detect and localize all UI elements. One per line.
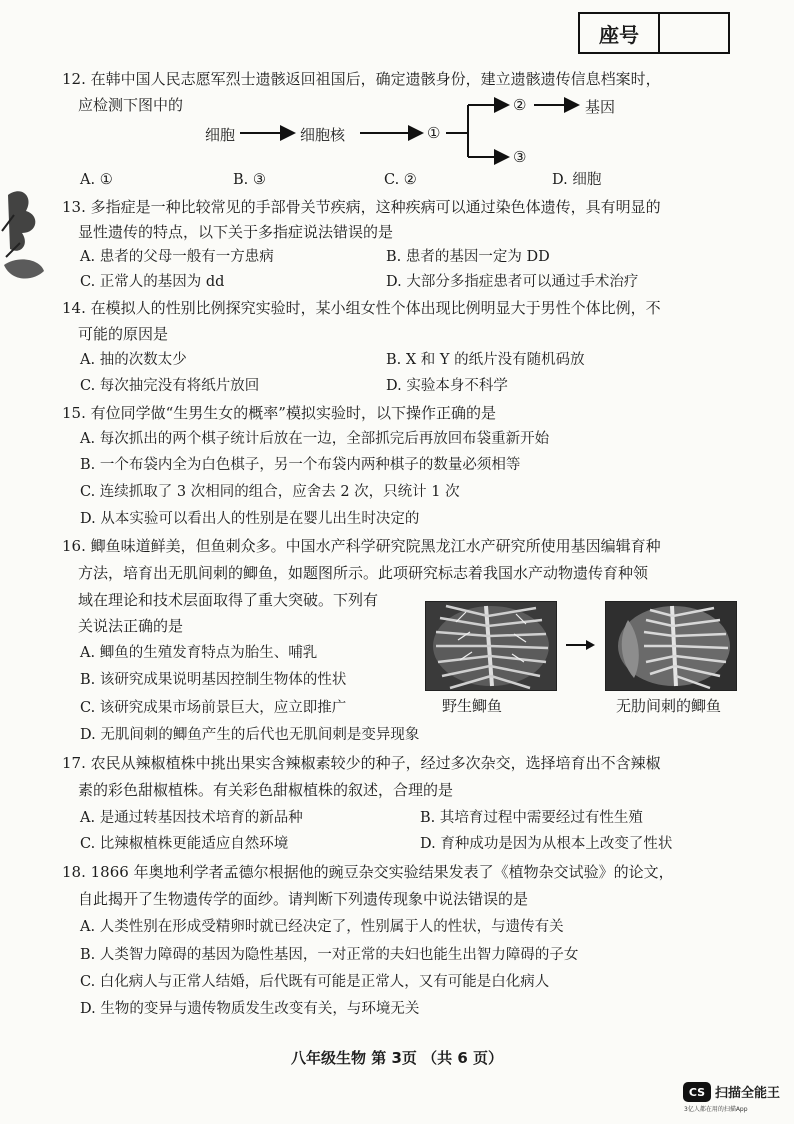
flow-arrows	[0, 0, 794, 180]
intermuscular-boneless-carp-photo	[605, 601, 737, 691]
page-footer: 八年级生物 第 3页 （共 6 页）	[291, 1049, 503, 1067]
margin-doodle	[0, 185, 48, 295]
q12-option-a: A. ①	[80, 172, 113, 188]
scanner-app-name: 扫描全能王	[715, 1086, 781, 1101]
q12-stem-line1: 12. 在韩中国人民志愿军烈士遗骸返回祖国后，确定遗骸身份，建立遗骸遗传信息档案时，	[62, 70, 661, 88]
q18-stem-line1: 18. 1866 年奥地利学者孟德尔根据他的豌豆杂交实验结果发表了《植物杂交试验》的论文，	[62, 863, 674, 881]
photo-transition-arrow	[566, 638, 596, 652]
q13-stem-line2: 显性遗传的特点，以下关于多指症说法错误的是	[78, 223, 394, 241]
q16-option-a: A. 鲫鱼的生殖发育特点为胎生、哺乳	[80, 645, 318, 661]
q15-option-d: D. 从本实验可以看出人的性别是在婴儿出生时决定的	[80, 511, 420, 527]
flow-node-3: ③	[513, 148, 527, 166]
q12-option-c: C. ②	[384, 172, 417, 188]
q17-option-a: A. 是通过转基因技术培育的新品种	[80, 810, 303, 826]
q16-stem-line4: 关说法正确的是	[78, 617, 184, 635]
q15-option-c: C. 连续抓取了 3 次相同的组合，应舍去 2 次，只统计 1 次	[80, 484, 460, 500]
q15-option-a: A. 每次抓出的两个棋子统计后放在一边，全部抓完后再放回布袋重新开始	[80, 431, 550, 447]
flow-node-2: ②	[513, 96, 527, 114]
q14-stem-line2: 可能的原因是	[78, 325, 169, 343]
q17-stem-line1: 17. 农民从辣椒植株中挑出果实含辣椒素较少的种子，经过多次杂交，选择培育出不含辣椒	[62, 754, 661, 772]
q16-option-b: B. 该研究成果说明基因控制生物体的性状	[80, 672, 347, 688]
caption-boneless-carp: 无肋间刺的鲫鱼	[616, 697, 722, 715]
q16-option-c: C. 该研究成果市场前景巨大，应立即推广	[80, 700, 347, 716]
q14-stem-line1: 14. 在模拟人的性别比例探究实验时，某小组女性个体出现比例明显大于男性个体比例，不	[62, 299, 661, 317]
q17-option-c: C. 比辣椒植株更能适应自然环境	[80, 836, 289, 852]
q18-stem-line2: 自此揭开了生物遗传学的面纱。请判断下列遗传现象中说法错误的是	[78, 890, 529, 908]
q18-option-d: D. 生物的变异与遗传物质发生改变有关，与环境无关	[80, 1001, 420, 1017]
q12-stem-line2: 应检测下图中的	[78, 96, 184, 114]
seat-number-label: 座号	[580, 14, 660, 52]
q12-option-d: D. 细胞	[552, 172, 602, 188]
q13-stem-line1: 13. 多指症是一种比较常见的手部骨关节疾病，这种疾病可以通过染色体遗传，具有明显的	[62, 198, 661, 216]
flow-cell: 细胞	[205, 126, 236, 144]
q16-stem-line2: 方法，培育出无肌间刺的鲫鱼，如题图所示。此项研究标志着我国水产动物遗传育种领	[78, 564, 649, 582]
q18-option-b: B. 人类智力障碍的基因为隐性基因，一对正常的夫妇也能生出智力障碍的子女	[80, 947, 579, 963]
scanner-tagline: 3亿人都在用的扫描App	[684, 1106, 748, 1113]
q16-stem-line1: 16. 鲫鱼味道鲜美，但鱼刺众多。中国水产科学研究院黑龙江水产研究所使用基因编辑育种	[62, 537, 661, 555]
q16-option-d: D. 无肌间刺的鲫鱼产生的后代也无肌间刺是变异现象	[80, 727, 420, 743]
q14-option-d: D. 实验本身不科学	[386, 378, 508, 394]
caption-wild-carp: 野生鲫鱼	[442, 697, 503, 715]
q13-option-b: B. 患者的基因一定为 DD	[386, 249, 550, 265]
q18-option-a: A. 人类性别在形成受精卵时就已经决定了，性别属于人的性状，与遗传有关	[80, 919, 564, 935]
flow-gene: 基因	[585, 98, 616, 116]
q13-option-c: C. 正常人的基因为 dd	[80, 274, 225, 290]
scanner-logo-icon: CS	[683, 1082, 711, 1102]
q14-option-a: A. 抽的次数太少	[80, 352, 187, 368]
flow-node-1: ①	[427, 124, 441, 142]
q14-option-b: B. X 和 Y 的纸片没有随机码放	[386, 352, 585, 368]
flow-nucleus: 细胞核	[300, 126, 346, 144]
q12-option-b: B. ③	[233, 172, 266, 188]
q17-option-d: D. 育种成功是因为从根本上改变了性状	[420, 836, 673, 852]
q16-stem-line3: 域在理论和技术层面取得了重大突破。下列有	[78, 591, 379, 609]
q18-option-c: C. 白化病人与正常人结婚，后代既有可能是正常人，又有可能是白化病人	[80, 974, 550, 990]
q17-stem-line2: 素的彩色甜椒植株。有关彩色甜椒植株的叙述，合理的是	[78, 781, 454, 799]
q14-option-c: C. 每次抽完没有将纸片放回	[80, 378, 260, 394]
q13-option-d: D. 大部分多指症患者可以通过手术治疗	[386, 274, 639, 290]
wild-crucian-carp-photo	[425, 601, 557, 691]
q13-option-a: A. 患者的父母一般有一方患病	[80, 249, 274, 265]
q15-option-b: B. 一个布袋内全为白色棋子，另一个布袋内两种棋子的数量必须相等	[80, 457, 521, 473]
q15-stem-line1: 15. 有位同学做“生男生女的概率”模拟实验时，以下操作正确的是	[62, 404, 496, 422]
q17-option-b: B. 其培育过程中需要经过有性生殖	[420, 810, 643, 826]
